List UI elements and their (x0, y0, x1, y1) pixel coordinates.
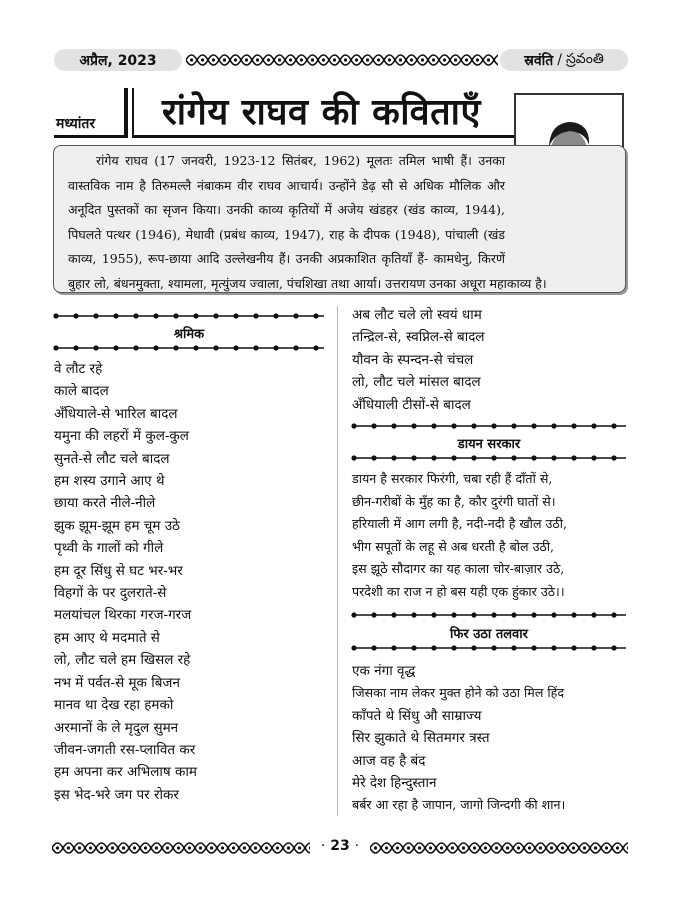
page-number-mark-left: · (320, 838, 326, 854)
page-title: रांगेय राघव की कविताएँ (162, 91, 481, 133)
poem-line: झुक झूम-झूम हम चूम उठे (54, 517, 180, 534)
poem-line: अँधियाली टीसों-से बादल (352, 396, 471, 413)
poem1-divider-top (52, 311, 326, 321)
poem2-divider-bottom (350, 453, 628, 463)
poem-line: छाया करते नीले-नीले (54, 495, 156, 512)
poem-line: जिसका नाम लेकर मुक्त होने को उठा मिल हिंद (352, 685, 565, 701)
page-number (312, 838, 368, 854)
poem-line: यौवन के स्पन्दन-से चंचल (352, 351, 474, 368)
poem2-body (352, 468, 628, 604)
poem-line: वे लौट रहे (54, 361, 103, 377)
poem-line: हम आए थे मदमाते से (54, 629, 160, 646)
poem-line: छीन-गरीबों के मुँह का है, कौर दुरंगी घातों से। (352, 493, 556, 509)
title-divider-2 (132, 88, 134, 138)
poem-line: मेरे देश हिन्दुस्तान (352, 775, 437, 792)
poem-line: परदेशी का राज न हो बस यही एक हुंकार उठे।। (352, 583, 565, 599)
poem1-body (54, 358, 324, 806)
poem-line: तन्द्रिल-से, स्वप्निल-से बादल (352, 329, 485, 346)
column-separator (337, 306, 338, 816)
poem1-divider-bottom (52, 343, 326, 353)
author-bio-box (53, 145, 626, 293)
poem-line: आज वह है बंद (352, 752, 426, 769)
title-divider-1 (124, 88, 128, 138)
poem-line: अरमानों के ले मृदुल सुमन (54, 719, 179, 736)
footer-ornament-right (370, 836, 628, 860)
author-bio-text: रांगेय राघव (17 जनवरी, 1923-12 सितंबर, 1962) मूलतः तमिल भाषी हैं। उनका वास्तविक नाम है तिरुमल्लै नंबाकम वीर राघव आचार्य। उन्होंने डेढ़ सौ से अधिक मौलिक और अनूदित पुस्तकों का सृजन किया। उनकी काव्य कृतियों में अजेय खंडहर (खंड काव्य, 1944), पिघलते पत्थर (1946), मेधावी (प्रबंध काव्य, 1947), राह के दीपक (1948), पांचाली (खंड काव्य, 1955), रूप-छाया आदि उल्लेखनीय हैं। उनकी अप्रकाशित कृतियाँ हैं- कामधेनु, किरणें बुहार लो, बंधनमुक्ता, श्यामला, मृत्युंजय ज्वाला, पंचशिखा तथा आर्या। उत्तरायण उनका अधूरा महाकाव्य है। (68, 153, 547, 291)
poem-line: इस भेद-भरे जग पर रोकर (54, 786, 179, 803)
page-number-mark-right: · (354, 838, 360, 854)
section-label: मध्यांतर (56, 116, 96, 132)
poem-line: यमुना की लहरों में कुल-कुल (54, 428, 189, 445)
magazine-name-hindi: स्रवंति (524, 52, 554, 69)
issue-date: अप्रैल, 2023 (54, 49, 182, 71)
magazine-name-separator: / (557, 52, 562, 68)
poem-line: जीवन-जगती रस-प्लावित कर (54, 741, 196, 758)
poem-line: सिर झुकाते थे सितमगर त्रस्त (352, 730, 490, 747)
poem-line: भीग सपूतों के लहू से अब धरती है बोल उठी, (352, 538, 555, 554)
poem-line: अँधियाले-से भारिल बादल (54, 405, 178, 422)
poem-line: हम शस्य उगाने आए थे (54, 473, 165, 490)
poem-line: एक नंगा वृद्ध (352, 663, 416, 679)
magazine-name-pill (500, 49, 628, 71)
poem1-title: श्रमिक (173, 327, 205, 342)
header-ornament (186, 48, 498, 72)
poem-line: काँपते थे सिंधु औ साम्राज्य (352, 707, 482, 724)
poem-line: अब लौट चले लो स्वयं धाम (352, 307, 482, 323)
poem-line: पृथ्वी के गालों को गीले (54, 540, 164, 557)
title-band-line-top (54, 135, 124, 138)
poem-line: काले बादल (54, 383, 109, 400)
poem-line: बर्बर आ रहा है जापान, जागो जिन्दगी की शान। (352, 797, 566, 813)
poem-line: विहगों के पर दुलराते-से (54, 585, 167, 602)
poem3-divider-top (350, 610, 628, 620)
poem3-body (352, 660, 628, 817)
poem-line: हरियाली में आग लगी है, नदी-नदी है खौल उठी, (352, 516, 567, 532)
footer-ornament-left (52, 836, 310, 860)
poem-line: लो, लौट चले हम खिसल रहे (54, 652, 191, 669)
page-number-value: 23 (330, 838, 350, 854)
poem3-title: फिर उठा तलवार (450, 627, 528, 642)
poem2-divider-top (350, 421, 628, 431)
poem-line: हम दूर सिंधु से घट भर-भर (54, 562, 183, 579)
poem-line: इस झूठे सौदागर का यह काला चोर-बाज़ार उठे, (352, 561, 565, 577)
poem-line: नभ में पर्वत-से मूक बिजन (54, 674, 180, 691)
poem-line: लो, लौट चले मांसल बादल (352, 374, 481, 391)
poem1-continued (352, 304, 627, 416)
poem-line: हम अपना कर अभिलाष काम (54, 764, 197, 781)
poem-line: डायन है सरकार फिरंगी, चबा रही हैं दाँतों से, (352, 471, 553, 486)
poem3-divider-bottom (350, 643, 628, 653)
magazine-name-telugu: స్రవంతి (565, 50, 604, 67)
poem-line: सुनते-से लौट चले बादल (54, 450, 170, 467)
poem-line: मानव था देख रहा हमको (54, 697, 174, 714)
poem-line: मलयांचल थिरका गरज-गरज (54, 607, 192, 624)
poem2-title: डायन सरकार (457, 437, 521, 452)
title-underline (134, 135, 514, 138)
